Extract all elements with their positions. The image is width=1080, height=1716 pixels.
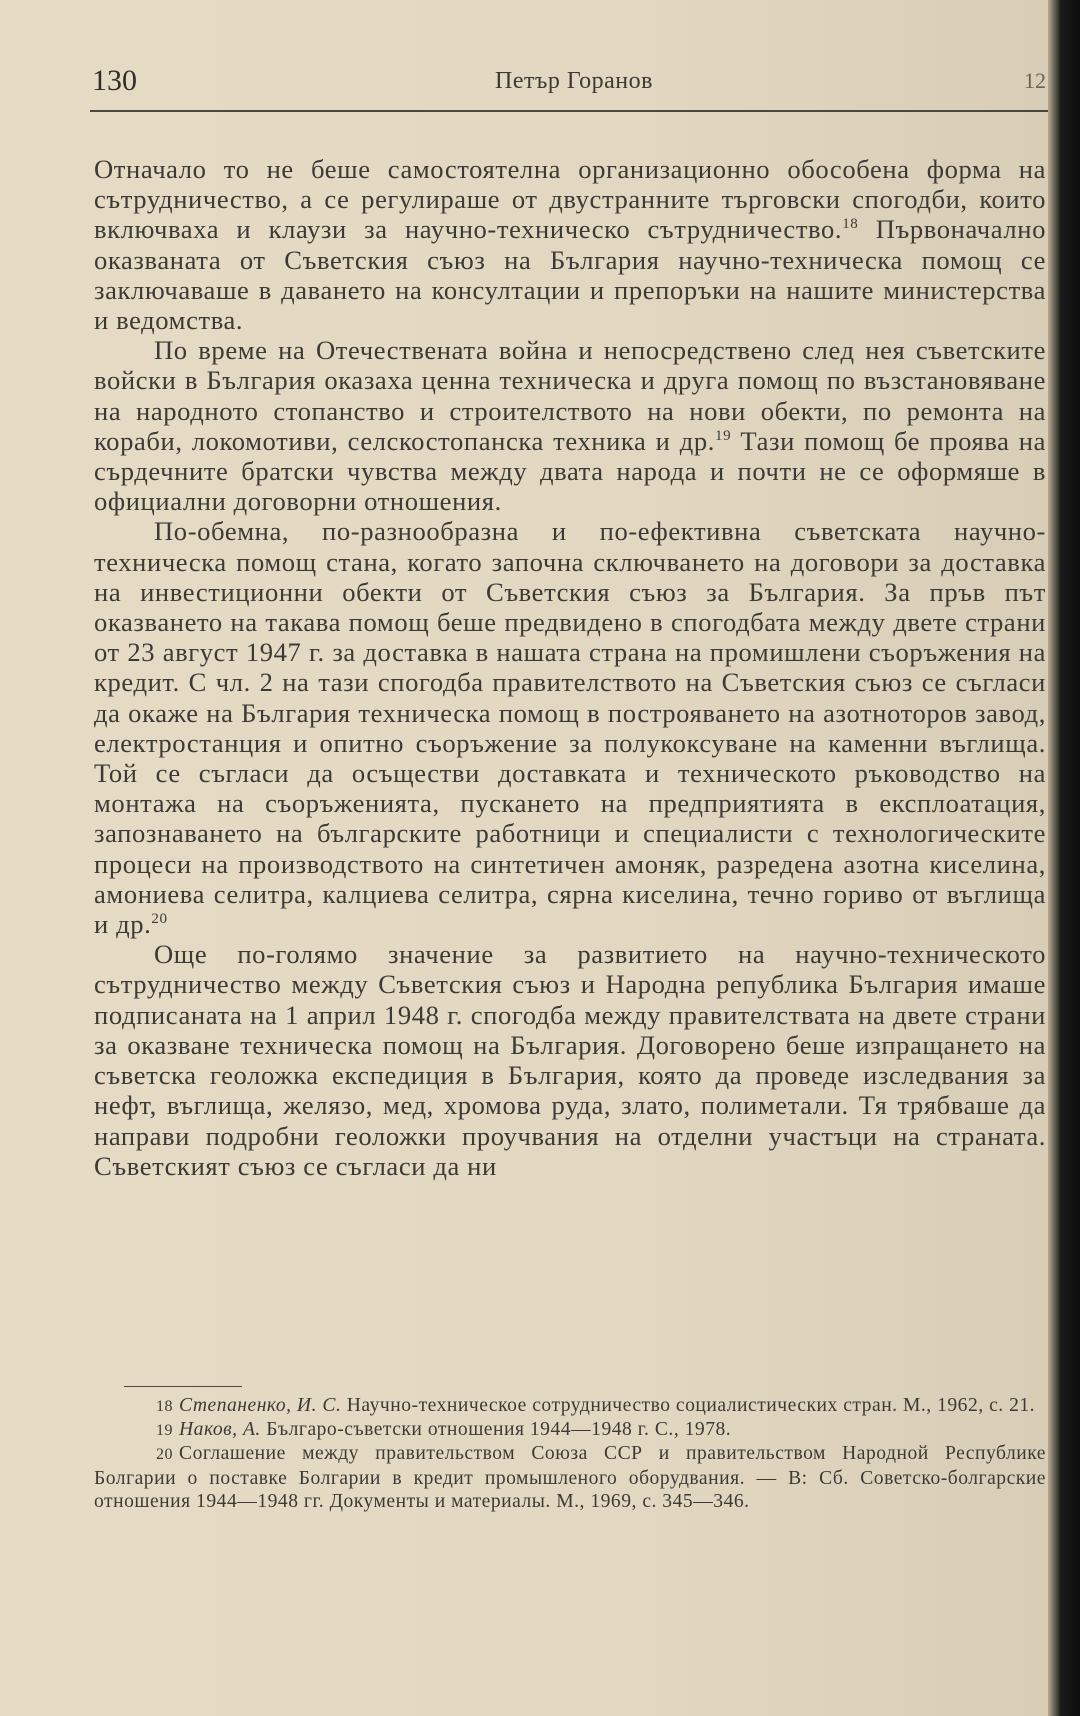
- paragraph-text-tail: Първоначално оказваната от Съветския съюз на България научно-техническа помощ се заключаваше в даването на консултации и препоръки на нашите министерства и ведомства.: [94, 214, 1046, 336]
- footnote-text: Българо-съветски отношения 1944—1948 г. С., 1978.: [260, 1419, 732, 1441]
- page-header: [90, 64, 1050, 104]
- footnote-19: [94, 1418, 1046, 1442]
- footnote-number: 19: [156, 1422, 173, 1440]
- paragraph-text: Отначало то не беше самостоятелна организационно обособена форма на сътрудничество, а се регулираше от двустранните търговски спогодби, които включваха и клаузи за научно-техническо сътрудничество.: [94, 154, 1046, 245]
- paragraph-3: [94, 516, 1046, 939]
- adjacent-page-number: 12: [1024, 68, 1046, 93]
- footnote-author: Степаненко, И. С.: [179, 1395, 342, 1416]
- footnote-author: Наков, А.: [179, 1419, 261, 1441]
- footnote-ref-20: 20: [151, 911, 168, 928]
- footnote-18: [94, 1394, 1046, 1418]
- running-title: Петър Горанов: [495, 68, 653, 94]
- paragraph-text: По време на Отечествената война и непосредствено след нея съветските войски в България оказаха ценна техническа и друга помощ по възстановяване на народното стопанство и строителството на нови обекти, по ремонта на кораби, локомотиви, селскостопанска техника и др.: [94, 335, 1046, 456]
- paragraph-1: [94, 154, 1046, 335]
- footnote-ref-19: 19: [715, 427, 732, 444]
- footnote-text: Научно-техническое сотрудничество социалистических стран. М., 1962, с. 21.: [341, 1395, 1036, 1416]
- header-rule: [90, 110, 1048, 112]
- footnote-number: 20: [156, 1446, 173, 1464]
- footnote-ref-18: 18: [842, 216, 859, 233]
- footnotes: [94, 1394, 1046, 1513]
- paragraph-text-tail: Тази помощ бе проява на сърдечните братски чувства между двата народа и почти не се оформяше в официални договорни отношения.: [94, 425, 1046, 517]
- body-text: [94, 154, 1046, 1181]
- paragraph-4: [94, 939, 1046, 1181]
- footnote-20: [94, 1442, 1046, 1513]
- footnote-text: Соглашение между правительством Союза ССР и правительством Народной Республике Болгарии о поставке Болгарии в кредит промышленого оборудвания. — В: Сб. Советско-болгарские отношения 1944—1948 гг. Документы и материалы. М., 1969, с. 345—346.: [94, 1443, 1046, 1512]
- book-spine-edge: [1048, 0, 1080, 1716]
- paragraph-text: По-обемна, по-разнообразна и по-ефективна съветската научно-техническа помощ стана, когато започна сключването на договори за доставка на инвестиционни обекти от Съветския съюз за България. За пръв път оказването на такава помощ беше предвидено в спогодбата между двете страни от 23 август 1947 г. за доставка в нашата страна на промишлени съоръжения на кредит. С чл. 2 на тази спогодба правителството на Съветския съюз се съгласи да окаже на България техническа помощ в построяването на азотноторов завод, електростанция и опитно съоръжение за полукоксуване на каменни въглища. Той се съгласи да осъществи доставката и техническото ръководство на монтажа на съоръженията, пускането на предприятията в експлоатация, запознаването на българските работници и специалисти с технологическите процеси на производството на синтетичен амоняк, разредена азотна киселина, амониева селитра, калциева селитра, сярна киселина, течно гориво от въглища и др.: [94, 516, 1046, 940]
- page-number: 130: [92, 64, 137, 97]
- paragraph-2: [94, 335, 1046, 516]
- paragraph-text: Още по-голямо значение за развитието на научно-техническото сътрудничество между Съветския съюз и Народна република България имаше подписаната на 1 април 1948 г. спогодба между правителствата на двете страни за оказване техническа помощ на България. Договорено беше изпращането на съветска геоложка експедиция в България, която да проведе изследвания за нефт, въглища, желязо, мед, хромова руда, злато, полиметали. Тя трябваше да направи подробни геоложки проучвания на отделни участъци на страната. Съветският съюз се съгласи да ни: [94, 939, 1046, 1181]
- footnote-rule: [124, 1386, 242, 1387]
- footnote-number: 18: [156, 1398, 173, 1415]
